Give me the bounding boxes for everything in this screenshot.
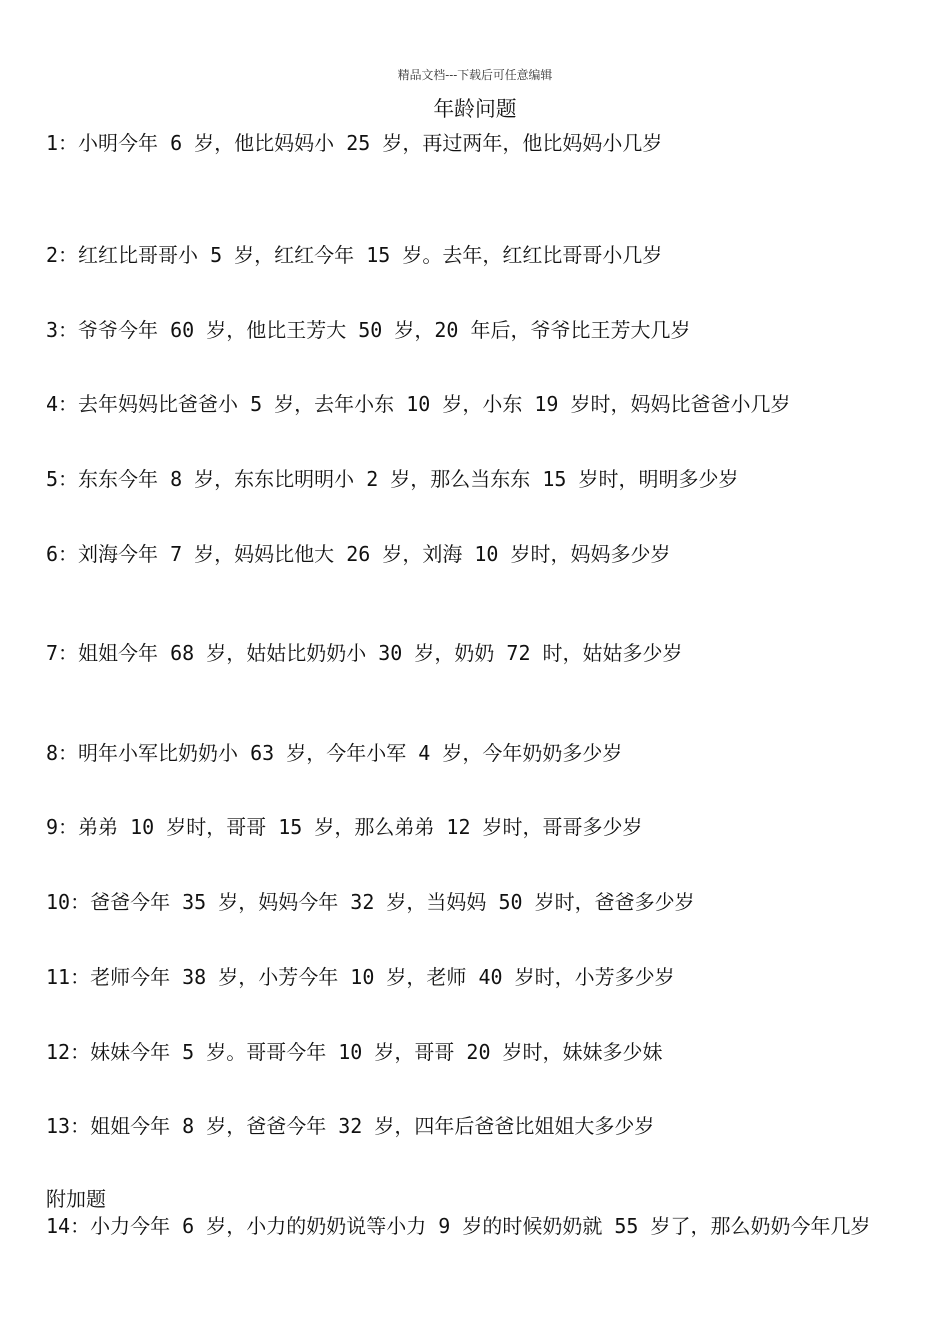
page-title: 年龄问题 [433, 97, 517, 121]
question-5: 5：东东今年 8 岁，东东比明明小 2 岁，那么当东东 15 岁时，明明多少岁 [46, 467, 739, 491]
question-1: 1：小明今年 6 岁，他比妈妈小 25 岁，再过两年，他比妈妈小几岁 [46, 131, 663, 155]
question-10: 10：爸爸今年 35 岁，妈妈今年 32 岁，当妈妈 50 岁时，爸爸多少岁 [46, 890, 695, 914]
question-7: 7：姐姐今年 68 岁，姑姑比奶奶小 30 岁，奶奶 72 时，姑姑多少岁 [46, 641, 683, 665]
bonus-section-label: 附加题 [46, 1187, 106, 1211]
question-12: 12：妹妹今年 5 岁。哥哥今年 10 岁，哥哥 20 岁时，妹妹多少妹 [46, 1040, 663, 1064]
question-3: 3：爷爷今年 60 岁，他比王芳大 50 岁，20 年后，爷爷比王芳大几岁 [46, 318, 691, 342]
question-4: 4：去年妈妈比爸爸小 5 岁，去年小东 10 岁，小东 19 岁时，妈妈比爸爸小几岁 [46, 392, 791, 416]
question-14: 14：小力今年 6 岁，小力的奶奶说等小力 9 岁的时候奶奶就 55 岁了，那么奶奶今年几岁 [46, 1214, 871, 1238]
question-8: 8：明年小军比奶奶小 63 岁，今年小军 4 岁，今年奶奶多少岁 [46, 741, 623, 765]
question-13: 13：姐姐今年 8 岁，爸爸今年 32 岁，四年后爸爸比姐姐大多少岁 [46, 1114, 655, 1138]
question-9: 9：弟弟 10 岁时，哥哥 15 岁，那么弟弟 12 岁时，哥哥多少岁 [46, 815, 643, 839]
question-11: 11：老师今年 38 岁，小芳今年 10 岁，老师 40 岁时，小芳多少岁 [46, 965, 675, 989]
question-2: 2：红红比哥哥小 5 岁，红红今年 15 岁。去年，红红比哥哥小几岁 [46, 243, 663, 267]
question-6: 6：刘海今年 7 岁，妈妈比他大 26 岁，刘海 10 岁时，妈妈多少岁 [46, 542, 671, 566]
header-note: 精品文档---下载后可任意编辑 [397, 68, 553, 82]
